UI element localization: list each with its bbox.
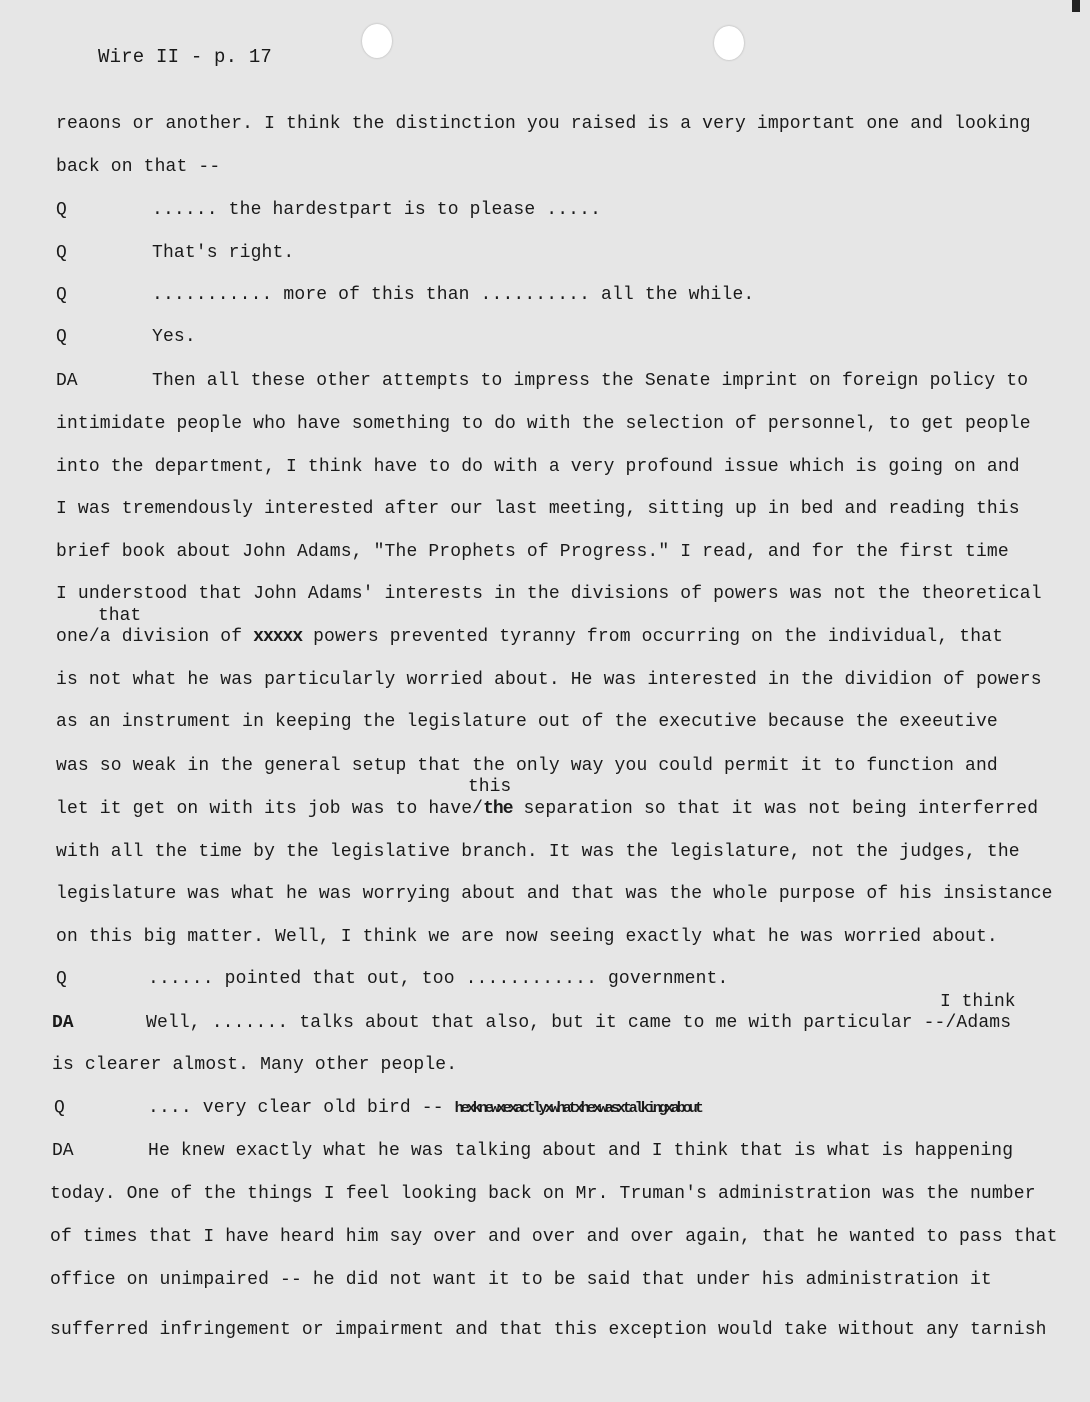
text-line: into the department, I think have to do with a very profound issue which is going on and bbox=[56, 457, 1020, 477]
punch-hole bbox=[362, 24, 392, 58]
text-segment: powers prevented tyranny from occurring on the individual, that bbox=[302, 627, 1004, 647]
speaker-label: Q bbox=[56, 243, 67, 263]
text-line: ........... more of this than .......... all the while. bbox=[152, 285, 755, 305]
text-line: reaons or another. I think the distinction you raised is a very important one and looking bbox=[56, 114, 1031, 134]
text-line: office on unimpaired -- he did not want it to be said that under his administration it bbox=[50, 1270, 992, 1290]
speaker-label: Q bbox=[56, 327, 67, 347]
text-line: of times that I have heard him say over and over and over again, that he wanted to pass that bbox=[50, 1227, 1058, 1247]
struck-text: xxxxx bbox=[253, 627, 303, 647]
text-line: on this big matter. Well, I think we are now seeing exactly what he was worried about. bbox=[56, 927, 998, 947]
text-line: is not what he was particularly worried about. He was interested in the dividion of powers bbox=[56, 670, 1042, 690]
text-segment: .... very clear old bird -- bbox=[148, 1098, 455, 1118]
text-line: with all the time by the legislative branch. It was the legislature, not the judges, the bbox=[56, 842, 1020, 862]
text-segment: let it get on with its job was to have/ bbox=[56, 799, 484, 819]
text-line: was so weak in the general setup that the only way you could permit it to function and bbox=[56, 756, 998, 776]
speaker-label: Q bbox=[56, 969, 67, 989]
speaker-label: DA bbox=[56, 371, 78, 391]
speaker-label: DA bbox=[52, 1013, 74, 1033]
text-line bbox=[148, 1098, 701, 1118]
interlinear-insertion: that bbox=[98, 606, 142, 626]
speaker-label: Q bbox=[56, 200, 67, 220]
text-line: intimidate people who have something to do with the selection of personnel, to get people bbox=[56, 414, 1031, 434]
punch-hole bbox=[714, 26, 744, 60]
text-segment: one/a division of bbox=[56, 627, 254, 647]
corner-mark bbox=[1072, 0, 1080, 12]
text-line: Then all these other attempts to impress the Senate imprint on foreign policy to bbox=[152, 371, 1029, 391]
speaker-label: Q bbox=[54, 1098, 65, 1118]
interlinear-insertion: this bbox=[468, 777, 512, 797]
page-header: Wire II - p. 17 bbox=[98, 46, 273, 68]
text-line bbox=[56, 799, 1038, 819]
text-line: Yes. bbox=[152, 327, 196, 347]
text-line: That's right. bbox=[152, 243, 295, 263]
text-line: He knew exactly what he was talking about and I think that is what is happening bbox=[148, 1141, 1014, 1161]
text-line: sufferred infringement or impairment and that this exception would take without any tarnish bbox=[50, 1320, 1047, 1340]
interlinear-insertion: I think bbox=[940, 992, 1016, 1012]
text-line: ...... pointed that out, too ............ government. bbox=[148, 969, 729, 989]
text-line: as an instrument in keeping the legislature out of the executive because the exeeutive bbox=[56, 712, 998, 732]
struck-text: hexknewxexactlyxwhatxhexwasxtalkingxabout bbox=[454, 1100, 701, 1117]
text-line: I was tremendously interested after our last meeting, sitting up in bed and reading this bbox=[56, 499, 1020, 519]
text-line: I understood that John Adams' interests in the divisions of powers was not the theoretical bbox=[56, 584, 1042, 604]
speaker-label: DA bbox=[52, 1141, 74, 1161]
text-line: Well, ....... talks about that also, but it came to me with particular --/Adams bbox=[146, 1013, 1012, 1033]
text-line: legislature was what he was worrying about and that was the whole purpose of his insistance bbox=[56, 884, 1053, 904]
text-line: brief book about John Adams, "The Prophets of Progress." I read, and for the first time bbox=[56, 542, 1009, 562]
text-segment: separation so that it was not being interferred bbox=[512, 799, 1039, 819]
struck-text: the bbox=[483, 799, 513, 819]
text-line: back on that -- bbox=[56, 157, 221, 177]
speaker-label: Q bbox=[56, 285, 67, 305]
text-line bbox=[56, 627, 1003, 647]
text-line: is clearer almost. Many other people. bbox=[52, 1055, 458, 1075]
text-line: today. One of the things I feel looking back on Mr. Truman's administration was the number bbox=[50, 1184, 1036, 1204]
text-line: ...... the hardestpart is to please ..... bbox=[152, 200, 602, 220]
